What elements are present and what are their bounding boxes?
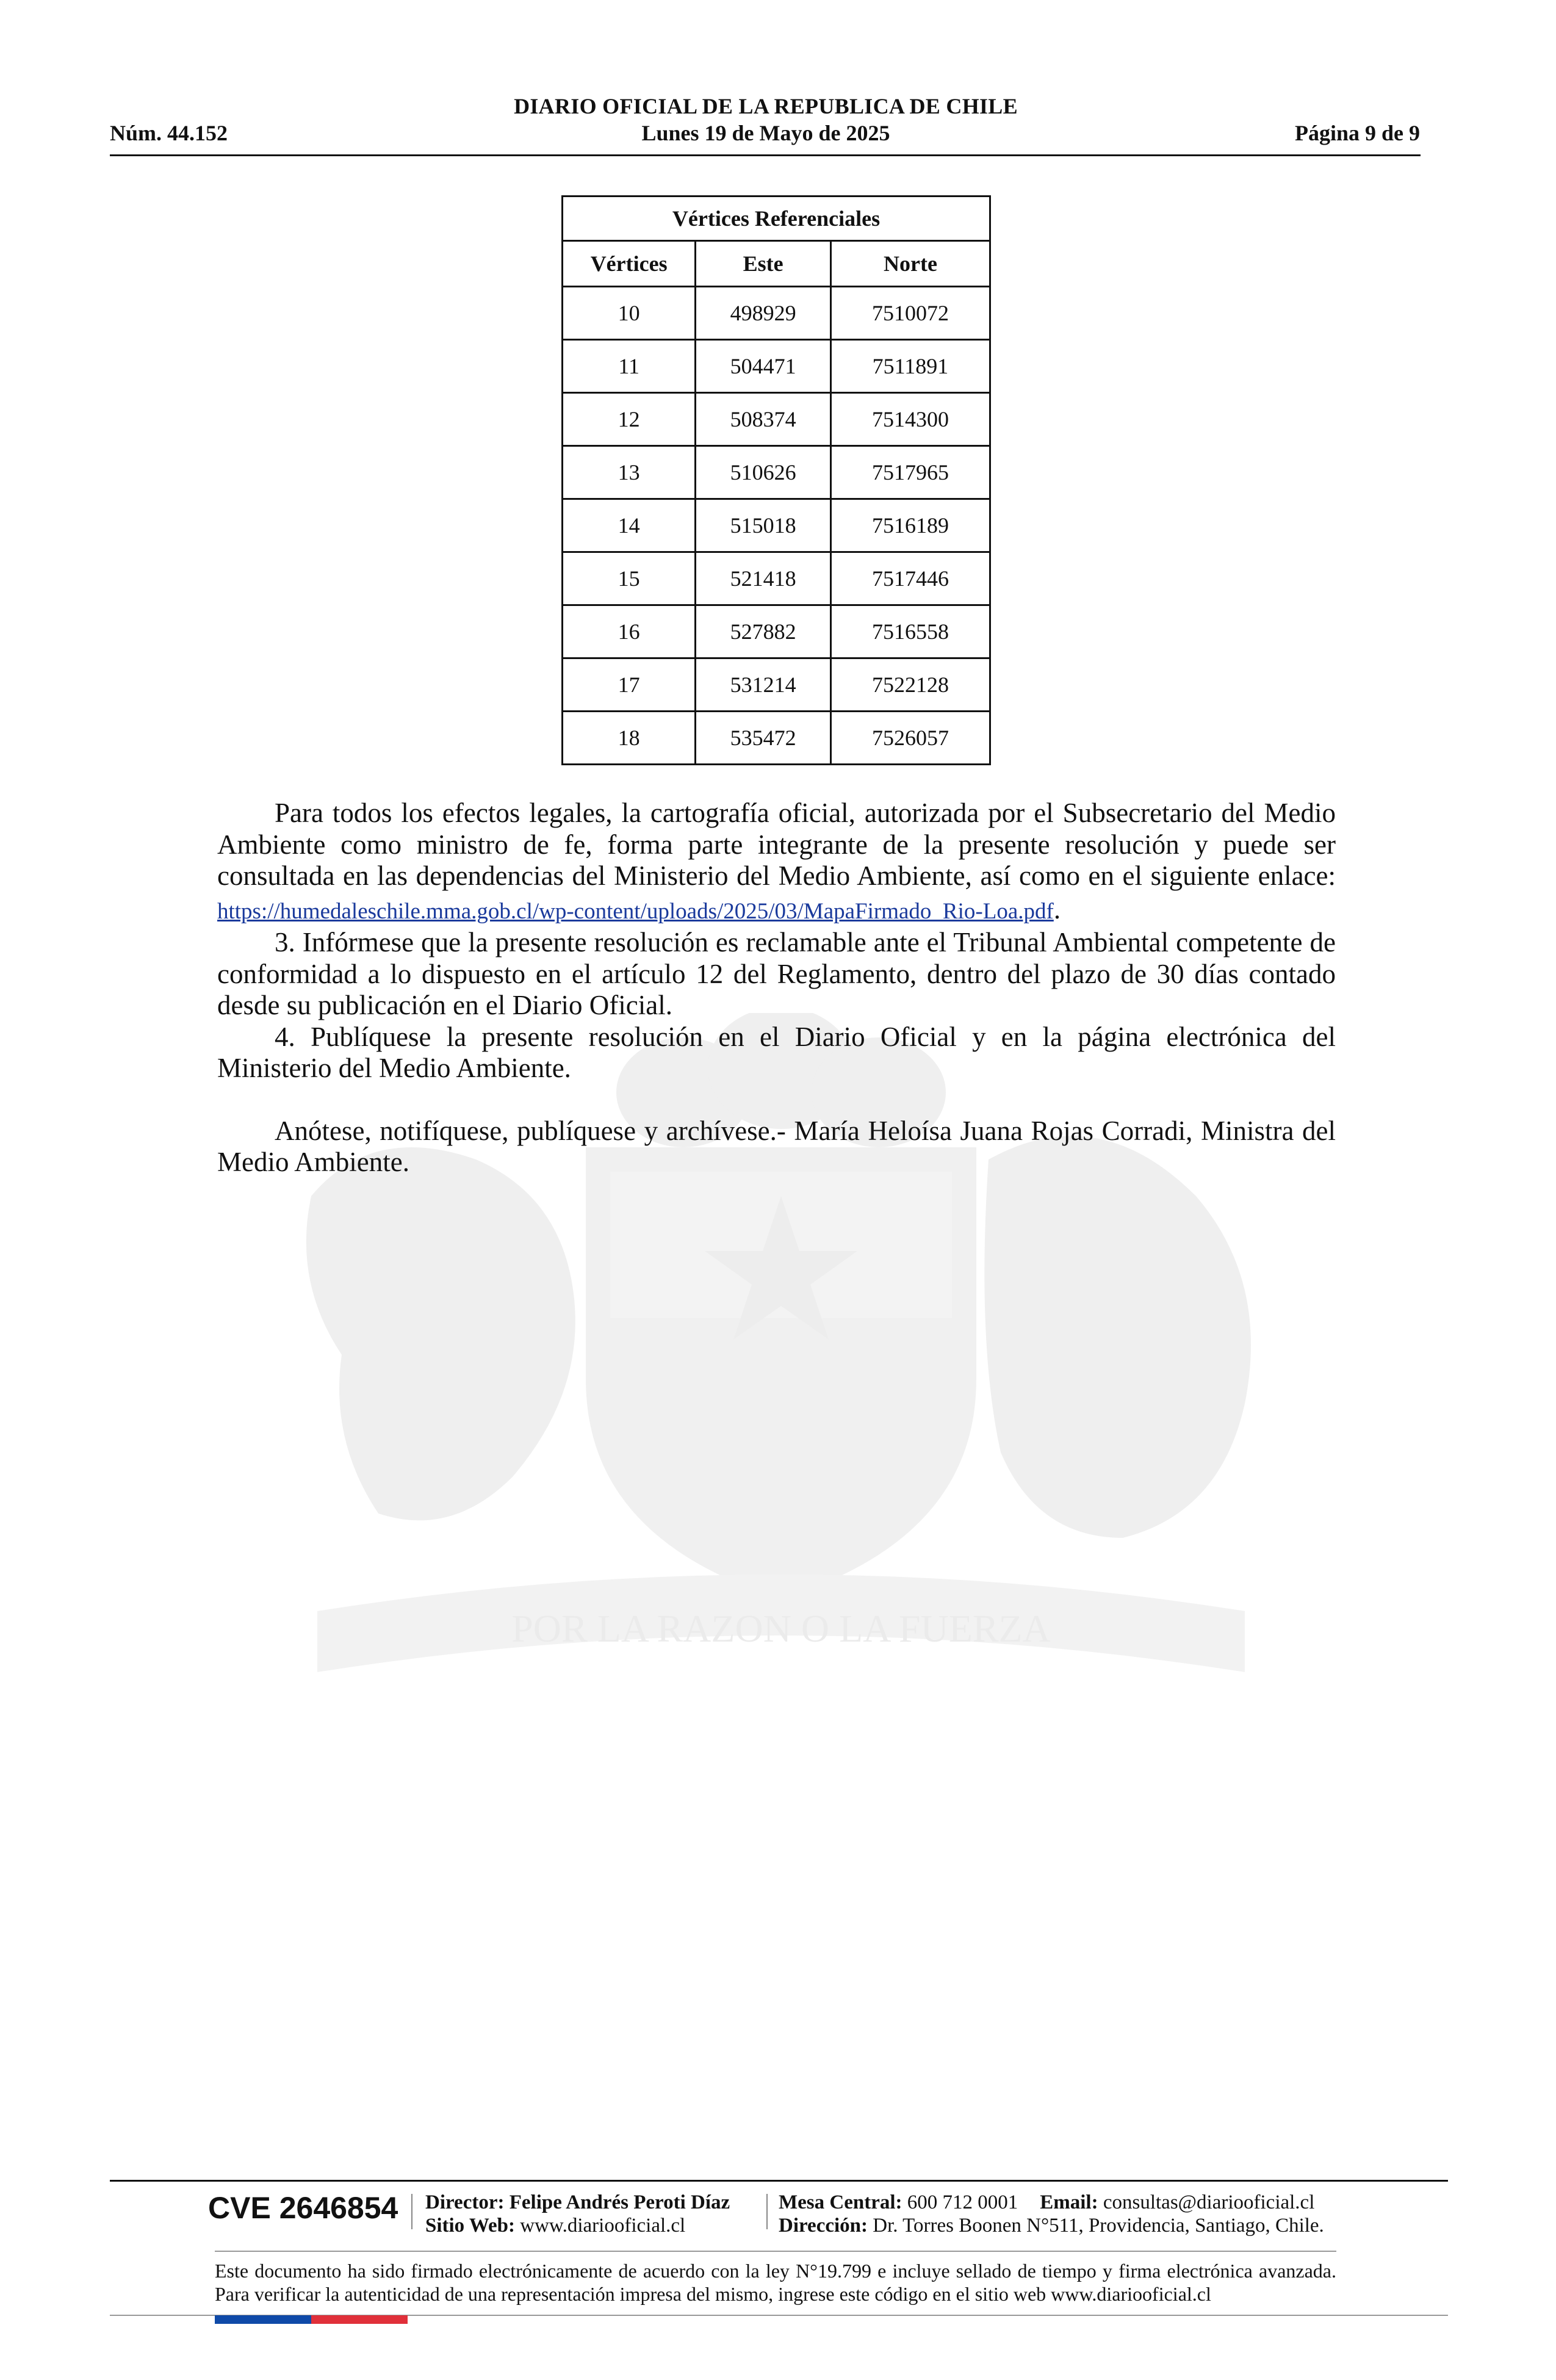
cell-este: 504471 [696,340,831,393]
footer-divider-mid [215,2251,1336,2252]
footer-separator [411,2194,412,2229]
footer-divider-top [110,2180,1448,2182]
column-header-vertices: Vértices [563,241,696,287]
website-label: Sitio Web: [425,2215,516,2237]
column-header-norte: Norte [830,241,990,287]
footer-contact-block [779,2191,1324,2237]
header-divider [110,154,1421,156]
table-caption: Vértices Referenciales [563,197,990,241]
address-value: Dr. Torres Boonen N°511, Providencia, Santiago, Chile. [873,2215,1324,2237]
director-label: Director: [425,2191,505,2213]
table-row [563,552,990,605]
cell-este: 508374 [696,393,831,446]
issue-date: Lunes 19 de Mayo de 2025 [641,121,890,145]
address-label: Dirección: [779,2215,868,2237]
email-label: Email: [1040,2191,1098,2213]
flag-bar-red [311,2315,408,2324]
cell-norte: 7511891 [830,340,990,393]
cell-norte: 7516189 [830,499,990,552]
cell-este: 531214 [696,658,831,712]
legal-notice: Este documento ha sido firmado electrónicamente de acuerdo con la ley N°19.799 e incluye sellado de tiempo y firma electrónica avanzada. Para verificar la autenticidad de una representación impresa del mismo, ingrese este código en el sitio web www.diariooficial.cl [215,2260,1336,2305]
paragraph-signature: Anótese, notifíquese, publíquese y archívese.- María Heloísa Juana Rojas Corradi, Ministra del Medio Ambiente. [217,1115,1336,1177]
cell-vertex: 15 [563,552,696,605]
table-row [563,499,990,552]
cell-norte: 7517965 [830,446,990,499]
cell-vertex: 12 [563,393,696,446]
cell-vertex: 16 [563,605,696,658]
director-name: Felipe Andrés Peroti Díaz [509,2191,730,2213]
table-row [563,340,990,393]
cell-este: 510626 [696,446,831,499]
paragraph-article-3: 3. Infórmese que la presente resolución es reclamable ante el Tribunal Ambiental competente de conformidad a lo dispuesto en el artículo 12 del Reglamento, dentro del plazo de 30 días contado desde su publicación en el Diario Oficial. [217,927,1336,1020]
mesa-label: Mesa Central: [779,2191,902,2213]
cell-norte: 7510072 [830,287,990,340]
cell-norte: 7516558 [830,605,990,658]
table-row [563,712,990,765]
cell-este: 535472 [696,712,831,765]
table-row [563,287,990,340]
email-address[interactable]: consultas@diariooficial.cl [1103,2191,1315,2213]
cell-vertex: 17 [563,658,696,712]
newspaper-title: DIARIO OFICIAL DE LA REPUBLICA DE CHILE [514,94,1018,118]
cell-vertex: 18 [563,712,696,765]
table-row [563,605,990,658]
cell-norte: 7526057 [830,712,990,765]
paragraph-text: Para todos los efectos legales, la cartografía oficial, autorizada por el Subsecretario del Medio Ambiente como ministro de fe, forma parte integrante de la presente resolución y puede ser consultada en las dependencias del Ministerio del Medio Ambiente, así como en el siguiente enlace: [217,798,1336,891]
vertices-table [561,195,991,765]
footer-director-block [425,2191,730,2237]
cell-vertex: 10 [563,287,696,340]
cell-vertex: 13 [563,446,696,499]
cell-este: 515018 [696,499,831,552]
resolution-body [217,798,1336,1178]
table-row [563,393,990,446]
cell-norte: 7517446 [830,552,990,605]
cell-este: 498929 [696,287,831,340]
cell-norte: 7522128 [830,658,990,712]
issue-number: Núm. 44.152 [110,121,228,145]
cve-code: CVE 2646854 [208,2191,398,2225]
link-period: . [1053,893,1061,925]
table-row [563,446,990,499]
page-indicator: Página 9 de 9 [1294,121,1420,145]
table-row [563,658,990,712]
motto-text: POR LA RAZON O LA FUERZA [511,1607,1051,1650]
mesa-phone: 600 712 0001 [907,2191,1018,2213]
column-header-este: Este [696,241,831,287]
paragraph-cartography [217,798,1336,927]
cell-vertex: 14 [563,499,696,552]
website-link[interactable]: www.diariooficial.cl [520,2215,686,2237]
cell-este: 521418 [696,552,831,605]
flag-bar-blue [215,2315,311,2324]
cell-este: 527882 [696,605,831,658]
map-pdf-link[interactable]: https://humedaleschile.mma.gob.cl/wp-content/uploads/2025/03/MapaFirmado_Rio-Loa.pdf [217,898,1054,924]
paragraph-article-4: 4. Publíquese la presente resolución en el Diario Oficial y en la página electrónica del Ministerio del Medio Ambiente. [217,1021,1336,1083]
cell-vertex: 11 [563,340,696,393]
cell-norte: 7514300 [830,393,990,446]
footer-separator [766,2194,768,2229]
